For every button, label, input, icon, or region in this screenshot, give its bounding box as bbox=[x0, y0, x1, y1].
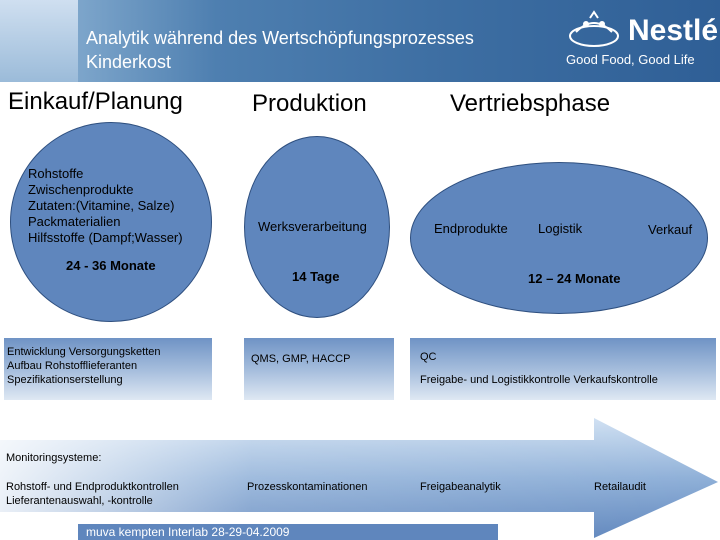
arrow-col3: Freigabeanalytik bbox=[420, 481, 501, 493]
phase-einkauf: Einkauf/Planung bbox=[8, 88, 183, 115]
panel-produktion bbox=[244, 338, 394, 400]
arrow-col2: Prozesskontaminationen bbox=[247, 481, 368, 493]
panel3-text: Freigabe- und Logistikkontrolle Verkaufskontrolle bbox=[420, 374, 658, 386]
brand-name: Nestlé bbox=[628, 14, 719, 47]
panel1-line: Spezifikationserstellung bbox=[7, 374, 123, 386]
duration-vertrieb: 12 – 24 Monate bbox=[528, 271, 621, 286]
arrow-heading: Monitoringsysteme: bbox=[6, 452, 102, 464]
panel1-line: Entwicklung Versorgungsketten bbox=[7, 346, 161, 358]
panel3-qc: QC bbox=[420, 351, 437, 363]
duration-produktion: 14 Tage bbox=[292, 269, 340, 284]
footer-text: muva kempten Interlab 28-29-04.2009 bbox=[86, 525, 290, 539]
arrow-col1-line1: Rohstoff- und Endproduktkontrollen bbox=[6, 481, 179, 493]
header-accent bbox=[0, 0, 78, 82]
ellipse-vertrieb bbox=[410, 162, 708, 314]
arrow-col4: Retailaudit bbox=[594, 481, 646, 493]
ellipse1-line: Zutaten:(Vitamine, Salze) bbox=[28, 198, 175, 213]
ellipse2-label: Werksverarbeitung bbox=[258, 219, 367, 234]
phase-produktion: Produktion bbox=[252, 90, 367, 117]
ellipse1-text bbox=[28, 166, 183, 246]
brand-tagline: Good Food, Good Life bbox=[566, 52, 695, 67]
page-subtitle: Kinderkost bbox=[86, 52, 172, 72]
duration-einkauf: 24 - 36 Monate bbox=[66, 258, 156, 273]
ellipse1-line: Zwischenprodukte bbox=[28, 182, 134, 197]
panel1-text bbox=[7, 345, 160, 387]
panel-vertrieb bbox=[410, 338, 716, 400]
page-title: Analytik während des Wertschöpfungsprozesses bbox=[86, 28, 474, 48]
ellipse1-line: Hilfsstoffe (Dampf;Wasser) bbox=[28, 230, 183, 245]
phase-vertrieb: Vertriebsphase bbox=[450, 90, 611, 117]
nest-icon bbox=[566, 10, 622, 50]
arrow-col1-line2: Lieferantenauswahl, -kontrolle bbox=[6, 495, 153, 507]
ellipse3-verkauf: Verkauf bbox=[648, 222, 693, 237]
panel1-line: Aufbau Rohstofflieferanten bbox=[7, 360, 138, 372]
process-arrow bbox=[0, 412, 720, 540]
panel2-text: QMS, GMP, HACCP bbox=[251, 353, 351, 365]
ellipse3-logistik: Logistik bbox=[538, 221, 583, 236]
ellipse1-line: Packmaterialien bbox=[28, 214, 121, 229]
ellipse1-line: Rohstoffe bbox=[28, 166, 84, 181]
ellipse3-endprodukte: Endprodukte bbox=[434, 221, 508, 236]
